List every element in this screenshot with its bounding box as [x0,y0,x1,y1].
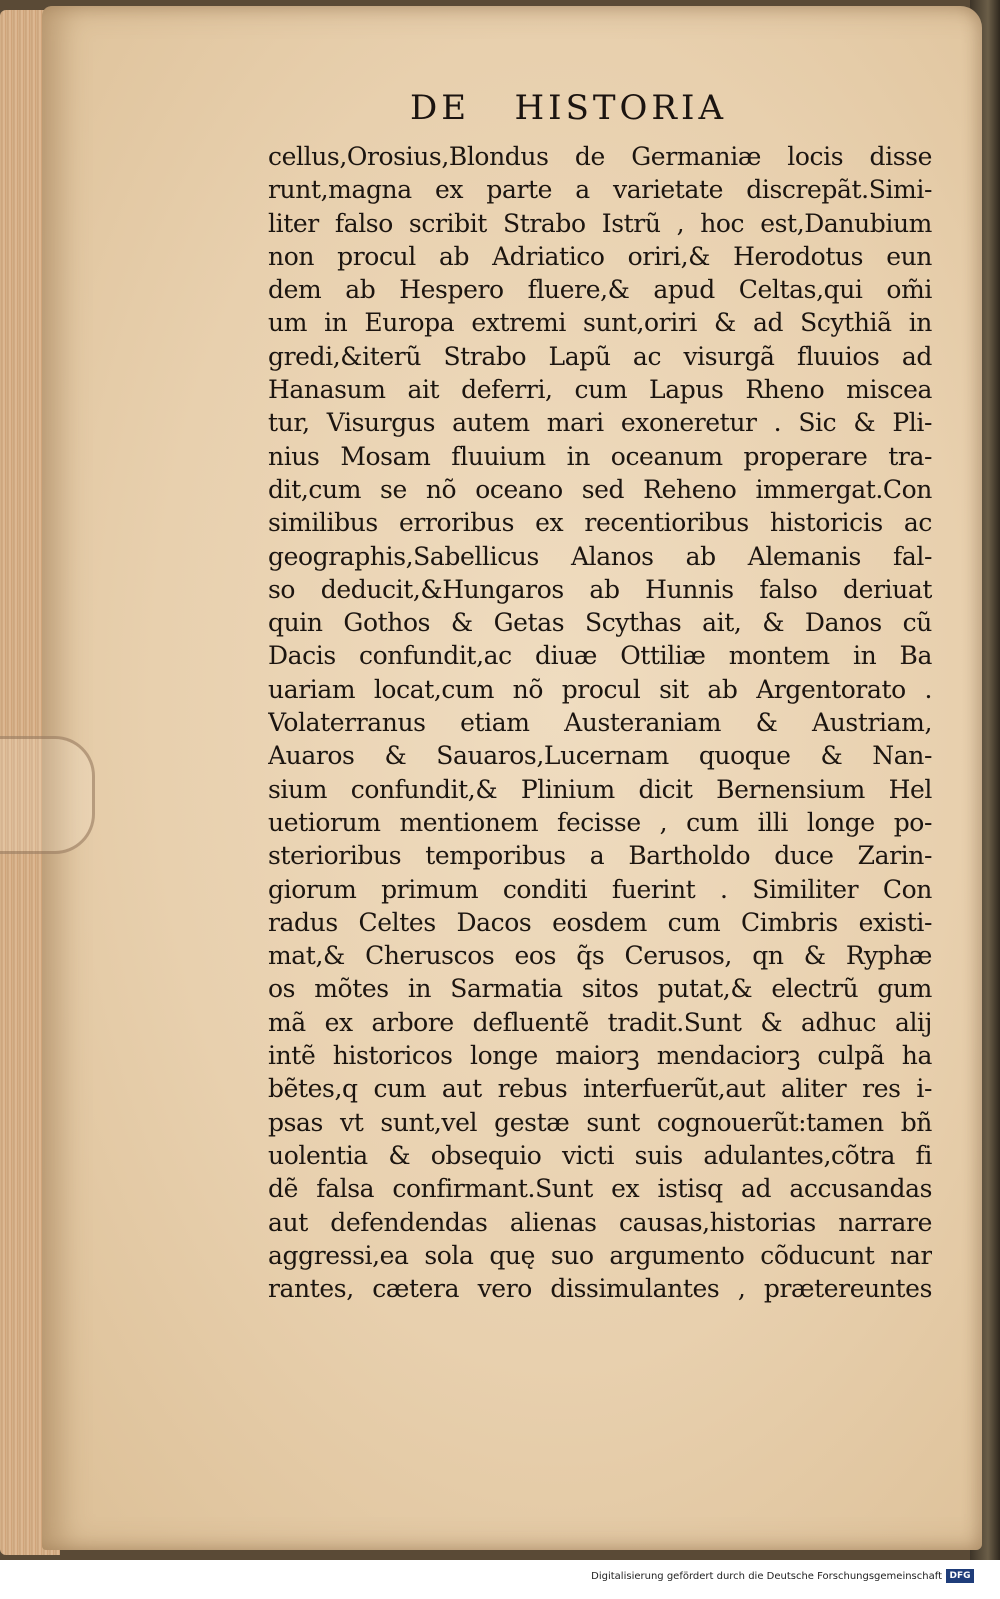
text-line: non procul ab Adriatico oriri,& Herodotus eun [268,241,932,271]
text-line: so deducit,&Hungaros ab Hunnis falso deriuat [268,574,932,604]
text-line: liter falso scribit Strabo Istrũ , hoc est,Danubium [268,208,932,238]
text-line: um in Europa extremi sunt,oriri & ad Scythiã in [268,308,932,338]
text-line: runt,magna ex parte a varietate discrepãt.Simi- [268,175,932,205]
text-line: dem ab Hespero fluere,& apud Celtas,qui om̃i [268,275,932,305]
text-line: intẽ historicos longe maiorꝫ mendaciorꝫ culpã ha [268,1041,932,1071]
text-line: giorum primum conditi fuerint . Similiter Con [268,874,932,904]
text-line: mã ex arbore defluentẽ tradit.Sunt & adhuc alij [268,1007,932,1037]
text-line: uolentia & obsequio victi suis adulantes,cõtra fi [268,1140,932,1170]
text-line: radus Celtes Dacos eosdem cum Cimbris existi- [268,907,932,937]
footer-bar [0,1560,1000,1599]
text-line: uetiorum mentionem fecisse , cum illi longe po- [268,807,932,837]
text-line: Hanasum ait deferri, cum Lapus Rheno miscea [268,375,932,405]
body-text [268,140,932,1305]
text-line: similibus erroribus ex recentioribus historicis ac [268,508,932,538]
text-line: bẽtes,q cum aut rebus interfuerũt,aut aliter res i- [268,1074,932,1104]
text-line: rantes, cætera vero dissimulantes , prætereuntes [268,1274,932,1304]
text-line: sium confundit,& Plinium dicit Bernensium Hel [268,774,932,804]
text-line: dẽ falsa confirmant.Sunt ex istisq ad accusandas [268,1174,932,1204]
text-line: gredi,&iterũ Strabo Lapũ ac visurgã fluuios ad [268,341,932,371]
page-clip [0,736,95,854]
text-line: geographis,Sabellicus Alanos ab Alemanis fal- [268,541,932,571]
text-line: Dacis confundit,ac diuæ Ottiliæ montem in Ba [268,641,932,671]
digitization-credit: Digitalisierung gefördert durch die Deutsche Forschungsgemeinschaft [591,1571,942,1582]
text-line: sterioribus temporibus a Bartholdo duce Zarin- [268,841,932,871]
running-head: DE HISTORIA [410,88,728,128]
text-line: psas vt sunt,vel gestæ sunt cognouerũt:tamen bñ [268,1107,932,1137]
text-line: aggressi,ea sola quę suo argumento cõducunt nar [268,1240,932,1270]
text-line: dit,cum se nõ oceano sed Reheno immergat.Con [268,474,932,504]
text-line: nius Mosam fluuium in oceanum properare tra- [268,441,932,471]
text-line: cellus,Orosius,Blondus de Germaniæ locis disse [268,142,932,171]
text-line: Auaros & Sauaros,Lucernam quoque & Nan- [268,741,932,771]
text-line: aut defendendas alienas causas,historias narrare [268,1207,932,1237]
text-line: quin Gothos & Getas Scythas ait, & Danos cũ [268,608,932,638]
text-line: mat,& Cheruscos eos q̃s Cerusos, qn & Ryphæ [268,941,932,971]
dfg-logo-badge: DFG [946,1569,974,1583]
text-line: os mõtes in Sarmatia sitos putat,& electrũ gum [268,974,932,1004]
text-line: uariam locat,cum nõ procul sit ab Argentorato . [268,674,932,704]
text-line: Volaterranus etiam Austeraniam & Austriam, [268,708,932,738]
text-line: tur, Visurgus autem mari exoneretur . Sic & Pli- [268,408,932,438]
